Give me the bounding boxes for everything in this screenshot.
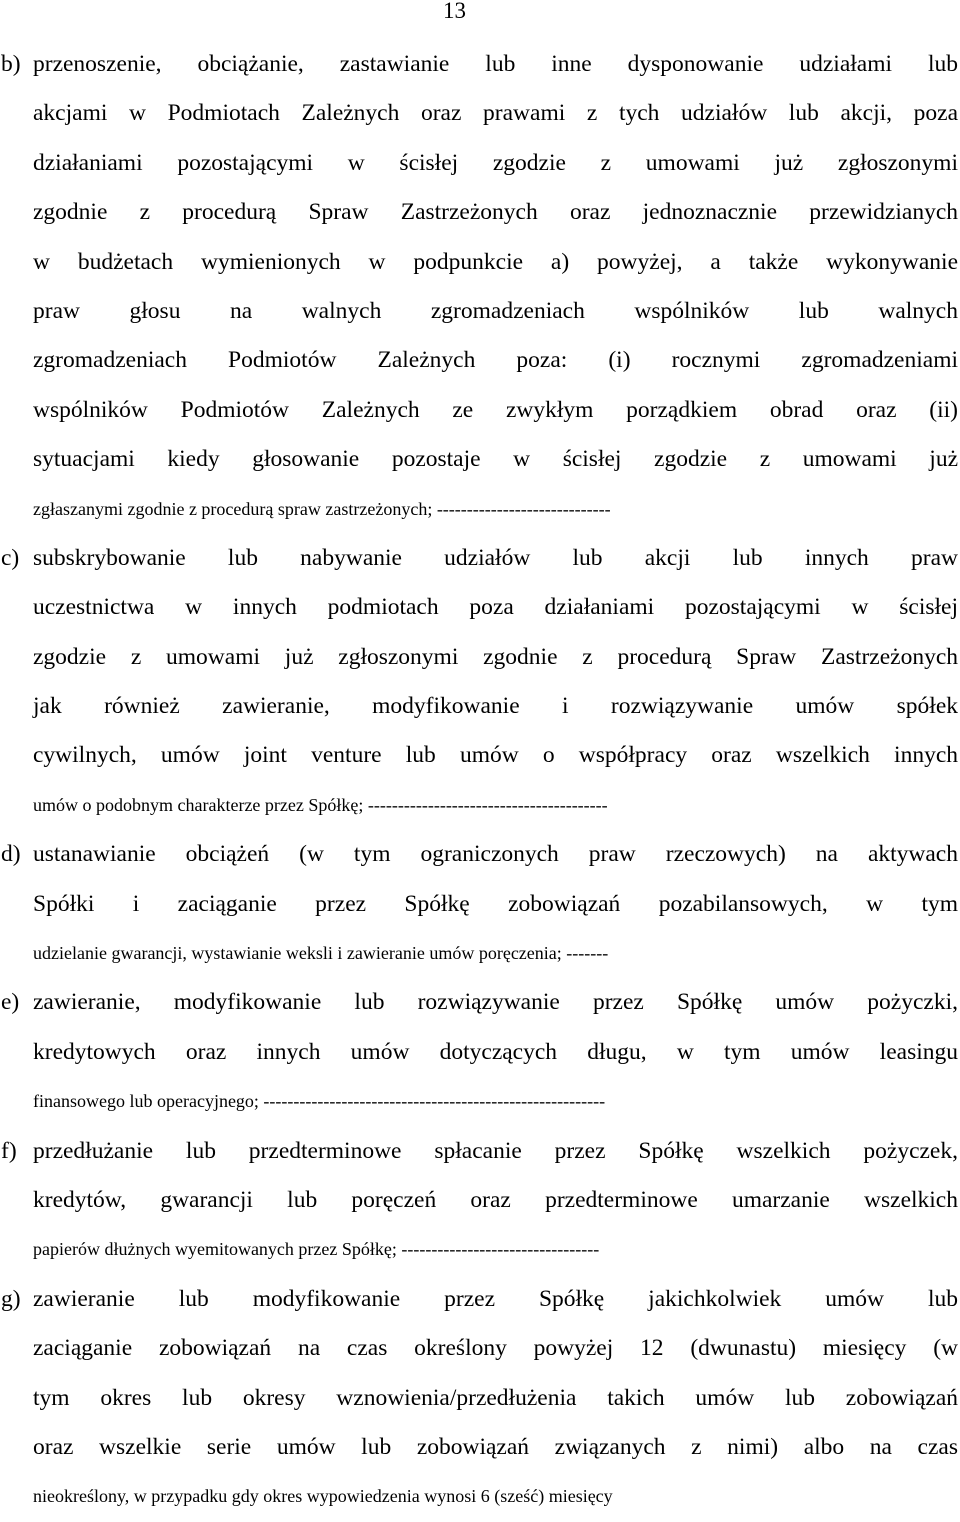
text-line: praw głosu na walnych zgromadzeniach wspólników lub walnych <box>33 297 958 324</box>
text-line: działaniami pozostającymi w ścisłej zgodzie z umowami już zgłoszonymi <box>33 149 958 176</box>
text-line: zaciąganie zobowiązań na czas określony powyżej 12 (dwunastu) miesięcy (w <box>33 1335 958 1362</box>
text-line: przenoszenie, obciążanie, zastawianie lub inne dysponowanie udziałami lub <box>33 51 958 77</box>
list-item-marker: g) <box>1 1285 21 1312</box>
text-line: ustanawianie obciążeń (w tym ograniczonych praw rzeczowych) na aktywach <box>33 841 958 868</box>
text-line: umów o podobnym charakterze przez Spółkę; ---------------------------------------- <box>33 794 608 815</box>
text-line: uczestnictwa w innych podmiotach poza działaniami pozostającymi w ścisłej <box>33 594 958 621</box>
list-item <box>0 1127 960 1275</box>
text-line: nieokreślony, w przypadku gdy okres wypowiedzenia wynosi 6 (sześć) miesięcy <box>33 1486 613 1507</box>
text-line: oraz wszelkie serie umów lub zobowiązań związanych z nimi) albo na czas <box>33 1433 958 1460</box>
text-line: jak również zawieranie, modyfikowanie i rozwiązywanie umów spółek <box>33 693 958 720</box>
text-line: papierów dłużnych wyemitowanych przez Spółkę; --------------------------------- <box>33 1239 600 1260</box>
page-number: 13 <box>443 0 466 23</box>
text-line: finansowego lub operacyjnego; --------------------------------------------------------- <box>33 1091 606 1112</box>
text-line: wspólników Podmiotów Zależnych ze zwykłym porządkiem obrad oraz (ii) <box>33 396 958 423</box>
list-item <box>0 40 960 534</box>
list-item <box>0 534 960 830</box>
list-item <box>0 978 960 1126</box>
text-line: zawieranie lub modyfikowanie przez Spółkę jakichkolwiek umów lub <box>33 1285 958 1312</box>
text-line: zawieranie, modyfikowanie lub rozwiązywanie przez Spółkę umów pożyczki, <box>33 989 958 1016</box>
text-line: w budżetach wymienionych w podpunkcie a) powyżej, a także wykonywanie <box>33 248 958 275</box>
list-item-marker: d) <box>1 841 21 868</box>
text-line: zgłaszanymi zgodnie z procedurą spraw zastrzeżonych; ----------------------------- <box>33 498 611 519</box>
text-line: kredytów, gwarancji lub poręczeń oraz przedterminowe umarzanie wszelkich <box>33 1186 958 1213</box>
list-item-marker: b) <box>1 51 21 77</box>
text-line: Spółki i zaciąganie przez Spółkę zobowiązań pozabilansowych, w tym <box>33 890 958 917</box>
text-line: cywilnych, umów joint venture lub umów o współpracy oraz wszelkich innych <box>33 742 958 769</box>
list-item-marker: f) <box>1 1137 17 1164</box>
text-line: zgromadzeniach Podmiotów Zależnych poza: (i) rocznymi zgromadzeniami <box>33 347 958 374</box>
text-line: akcjami w Podmiotach Zależnych oraz prawami z tych udziałów lub akcji, poza <box>33 100 958 127</box>
text-line: tym okres lub okresy wznowienia/przedłużenia takich umów lub zobowiązań <box>33 1384 958 1411</box>
list-item-marker: c) <box>1 544 20 571</box>
text-line: przedłużanie lub przedterminowe spłacanie przez Spółkę wszelkich pożyczek, <box>33 1137 958 1164</box>
enumerated-list <box>0 40 960 1522</box>
text-line: udzielanie gwarancji, wystawianie weksli i zawieranie umów poręczenia; ------- <box>33 943 609 964</box>
list-item-marker: e) <box>1 989 20 1016</box>
list-item <box>0 1275 960 1522</box>
text-line: zgodnie z procedurą Spraw Zastrzeżonych oraz jednoznacznie przewidzianych <box>33 199 958 226</box>
text-line: kredytowych oraz innych umów dotyczących długu, w tym umów leasingu <box>33 1038 958 1065</box>
text-line: sytuacjami kiedy głosowanie pozostaje w ścisłej zgodzie z umowami już <box>33 446 958 473</box>
text-line: zgodzie z umowami już zgłoszonymi zgodnie z procedurą Spraw Zastrzeżonych <box>33 643 958 670</box>
list-item <box>0 830 960 978</box>
text-line: subskrybowanie lub nabywanie udziałów lub akcji lub innych praw <box>33 544 958 571</box>
